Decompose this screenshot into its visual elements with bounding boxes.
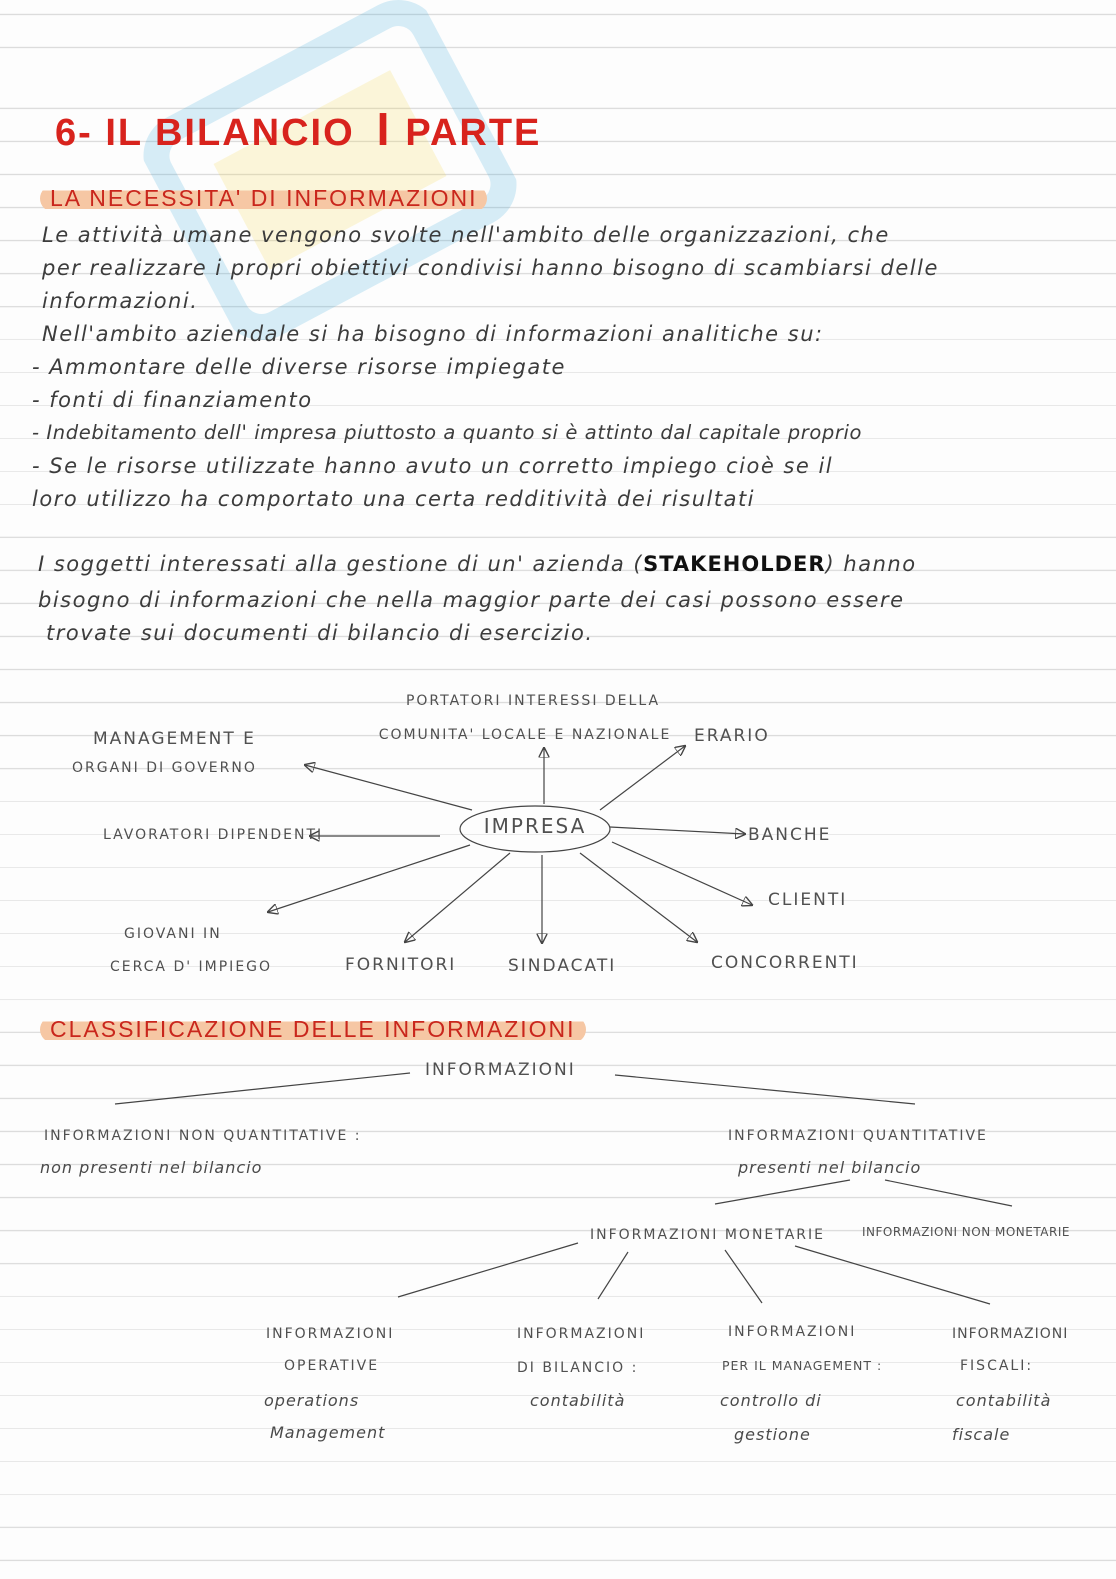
section-heading-classificazione: CLASSIFICAZIONE DELLE INFORMAZIONI: [40, 1016, 586, 1043]
diagram-node-erario: ERARIO: [694, 726, 770, 746]
body-line: bisogno di informazioni che nella maggior parte dei casi possono essere: [38, 588, 905, 612]
diagram-node-management: MANAGEMENT E: [93, 729, 256, 749]
diagram-node-clienti: CLIENTI: [768, 890, 848, 910]
tree-note-non-quantitative: non presenti nel bilancio: [40, 1158, 263, 1177]
leaf-fiscali-subtitle: FISCALI:: [960, 1358, 1034, 1374]
page-title: [55, 102, 541, 156]
diagram-node-lavoratori: LAVORATORI DIPENDENTI: [103, 827, 324, 843]
bullet-item: - Indebitamento dell' impresa piuttosto a quanto si è attinto dal capitale proprio: [32, 421, 863, 444]
bullet-item: loro utilizzo ha comportato una certa redditività dei risultati: [32, 487, 756, 511]
body-line: per realizzare i propri obiettivi condivisi hanno bisogno di scambiarsi delle: [42, 256, 939, 280]
leaf-management-note: gestione: [734, 1425, 811, 1444]
body-line: informazioni.: [42, 289, 199, 313]
leaf-bilancio-note: contabilità: [530, 1391, 626, 1410]
leaf-fiscali-note: contabilità: [956, 1391, 1052, 1410]
leaf-operative-note: Management: [270, 1423, 386, 1442]
leaf-fiscali-title: INFORMAZIONI: [952, 1326, 1069, 1342]
stakeholder-text-post: ) hanno: [825, 552, 917, 576]
leaf-management-note: controllo di: [720, 1391, 822, 1410]
body-line: Nell'ambito aziendale si ha bisogno di informazioni analitiche su:: [42, 322, 824, 346]
leaf-operative-subtitle: OPERATIVE: [284, 1358, 380, 1374]
title-prefix: 6- IL BILANCIO: [55, 112, 355, 154]
tree-node-non-monetarie: INFORMAZIONI NON MONETARIE: [862, 1225, 1070, 1239]
diagram-node-fornitori: FORNITORI: [345, 955, 457, 975]
leaf-management-title: INFORMAZIONI: [728, 1324, 857, 1340]
stakeholder-text-pre: I soggetti interessati alla gestione di un' azienda (: [38, 552, 644, 576]
title-suffix: PARTE: [405, 112, 542, 154]
diagram-node-sindacati: SINDACATI: [508, 956, 617, 976]
diagram-node-portatori: PORTATORI INTERESSI DELLA: [405, 693, 661, 709]
stakeholder-line: [38, 552, 917, 576]
stakeholder-keyword: STAKEHOLDER: [643, 552, 826, 576]
tree-node-quantitative: INFORMAZIONI QUANTITATIVE: [728, 1128, 988, 1144]
body-line: trovate sui documenti di bilancio di esercizio.: [46, 621, 594, 645]
diagram-node-concorrenti: CONCORRENTI: [711, 953, 859, 973]
body-line: Le attività umane vengono svolte nell'ambito delle organizzazioni, che: [42, 223, 890, 247]
diagram-node-banche: BANCHE: [748, 825, 832, 845]
leaf-bilancio-title: INFORMAZIONI: [517, 1326, 646, 1342]
leaf-fiscali-note: fiscale: [952, 1425, 1011, 1444]
diagram-node-giovani: CERCA D' IMPIEGO: [110, 959, 273, 975]
diagram-node-portatori: COMUNITA' LOCALE E NAZIONALE: [378, 727, 672, 743]
leaf-management-subtitle: PER IL MANAGEMENT :: [722, 1358, 883, 1373]
section-heading-necessita: LA NECESSITA' DI INFORMAZIONI: [40, 185, 487, 212]
leaf-bilancio-subtitle: DI BILANCIO :: [517, 1360, 639, 1376]
bullet-item: - Ammontare delle diverse risorse impiegate: [32, 355, 566, 379]
tree-node-monetarie: INFORMAZIONI MONETARIE: [590, 1227, 826, 1243]
title-roman: I: [376, 103, 392, 155]
bullet-item: - Se le risorse utilizzate hanno avuto un corretto impiego cioè se il: [32, 454, 834, 478]
tree-node-non-quantitative: INFORMAZIONI NON QUANTITATIVE :: [44, 1128, 362, 1144]
leaf-operative-note: operations: [264, 1391, 360, 1410]
diagram-node-management: ORGANI DI GOVERNO: [72, 760, 257, 776]
tree-root-informazioni: INFORMAZIONI: [425, 1060, 576, 1080]
diagram-node-giovani: GIOVANI IN: [124, 926, 222, 942]
leaf-operative-title: INFORMAZIONI: [266, 1326, 395, 1342]
bullet-item: - fonti di finanziamento: [32, 388, 313, 412]
diagram-center-impresa: IMPRESA: [483, 814, 587, 838]
tree-note-quantitative: presenti nel bilancio: [738, 1158, 922, 1177]
